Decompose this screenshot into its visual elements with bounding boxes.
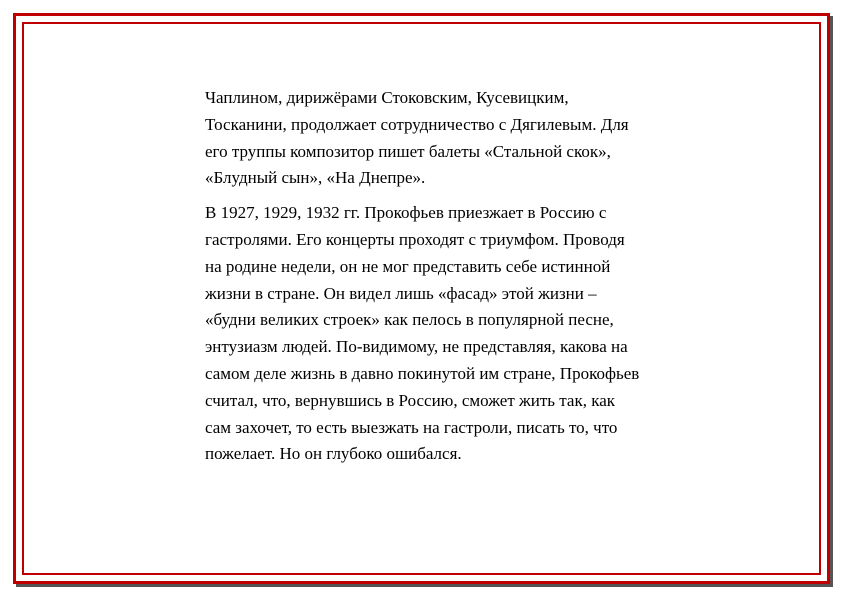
text-line: гастролями. Его концерты проходят с триумфом. Проводя [205,229,625,249]
text-line: его труппы композитор пишет балеты «Стальной скок», [205,141,611,161]
slide-text-block [205,85,725,468]
text-line: сам захочет, то есть выезжать на гастроли, писать то, что [205,417,618,437]
text-line: жизни в стране. Он видел лишь «фасад» этой жизни – [205,283,597,303]
text-line: «Блудный сын», «На Днепре». [205,168,426,188]
text-line: на родине недели, он не мог представить себе истинной [205,256,611,276]
text-line: считал, что, вернувшись в Россию, сможет жить так, как [205,390,616,410]
text-line: Чаплином, дирижёрами Стоковским, Кусевицким, [205,88,569,107]
text-line: самом деле жизнь в давно покинутой им стране, Прокофьев [205,363,640,383]
paragraph-2 [205,200,725,468]
text-line: В 1927, 1929, 1932 гг. Прокофьев приезжает в Россию с [205,203,607,223]
text-line: энтузиазм людей. По-видимому, не представляя, какова на [205,337,628,357]
text-line: Тосканини, продолжает сотрудничество с Дягилевым. Для [205,114,629,134]
text-line: «будни великих строек» как пелось в популярной песне, [205,310,614,330]
paragraph-1 [205,85,725,192]
text-line: пожелает. Но он глубоко ошибался. [205,444,462,464]
